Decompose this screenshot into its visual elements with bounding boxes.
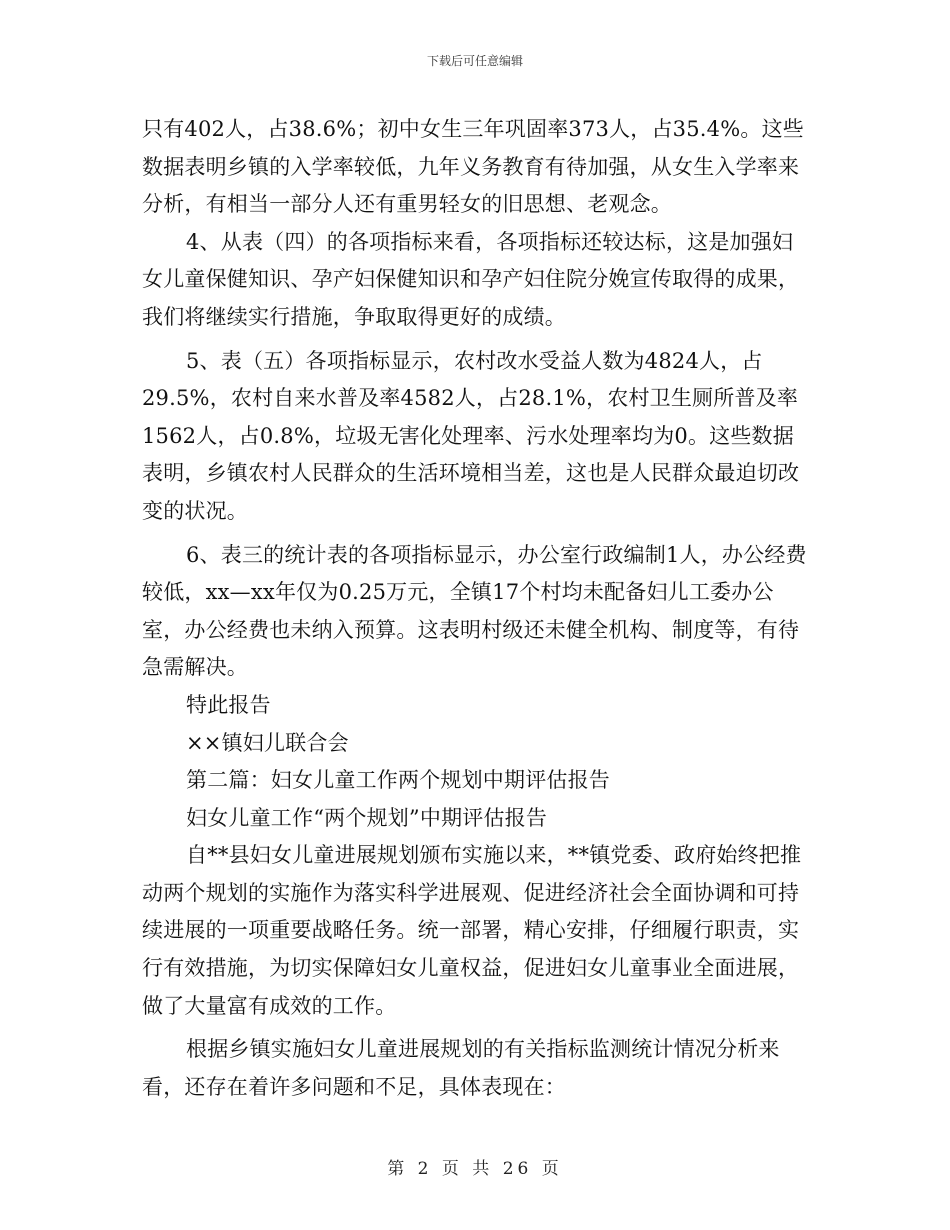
section-heading: 第二篇：妇女儿童工作两个规划中期评估报告 (186, 768, 610, 793)
page-header: 下载后可任意编辑 (426, 54, 523, 68)
signature-line: ××镇妇儿联合会 (186, 730, 349, 755)
closing-line: 特此报告 (186, 692, 271, 717)
paragraph-item-5: 5、表（五）各项指标显示，农村改水受益人数为4824人，占29.5%，农村自来水普及率4582人，占28.1%，农村卫生厕所普及率1562人，占0.8%，垃圾无害化处理率、污水处理率均为0。这些数据表明，乡镇农村人民群众的生活环境相当差，这也是人民群众最迫切改变的状况。 (142, 348, 800, 523)
paragraph-item-6: 6、表三的统计表的各项指标显示，办公室行政编制1人，办公经费较低，xx—xx年仅为0.25万元，全镇17个村均未配备妇儿工委办公室，办公经费也未纳入预算。这表明村级还未健全机构、制度等，有待急需解决。 (142, 542, 807, 680)
document-body (142, 111, 808, 1106)
page-number: 第 2 页 共 26 页 (387, 1159, 563, 1179)
paragraph-intro: 自**县妇女儿童进展规划颁布实施以来，**镇党委、政府始终把推动两个规划的实施作为落实科学进展观、促进经济社会全面协调和可持续进展的一项重要战略任务。统一部署，精心安排，仔细履行职责，实行有效措施，为切实保障妇女儿童权益，促进妇女儿童事业全面进展，做了大量富有成效的工作。 (142, 843, 802, 1018)
report-title: 妇女儿童工作“两个规划”中期评估报告 (186, 805, 548, 830)
paragraph-continued: 只有402人，占38.6%；初中女生三年巩固率373人，占35.4%。这些数据表明乡镇的入学率较低，九年义务教育有待加强，从女生入学率来分析，有相当一部分人还有重男轻女的旧思想、老观念。 (142, 117, 804, 217)
paragraph-analysis: 根据乡镇实施妇女儿童进展规划的有关指标监测统计情况分析来看，还存在着许多问题和不足，具体表现在： (142, 1037, 780, 1099)
paragraph-item-4: 4、从表（四）的各项指标来看，各项指标还较达标，这是加强妇女儿童保健知识、孕产妇保健知识和孕产妇住院分娩宣传取得的成果，我们将继续实行措施，争取取得更好的成绩。 (142, 229, 800, 329)
